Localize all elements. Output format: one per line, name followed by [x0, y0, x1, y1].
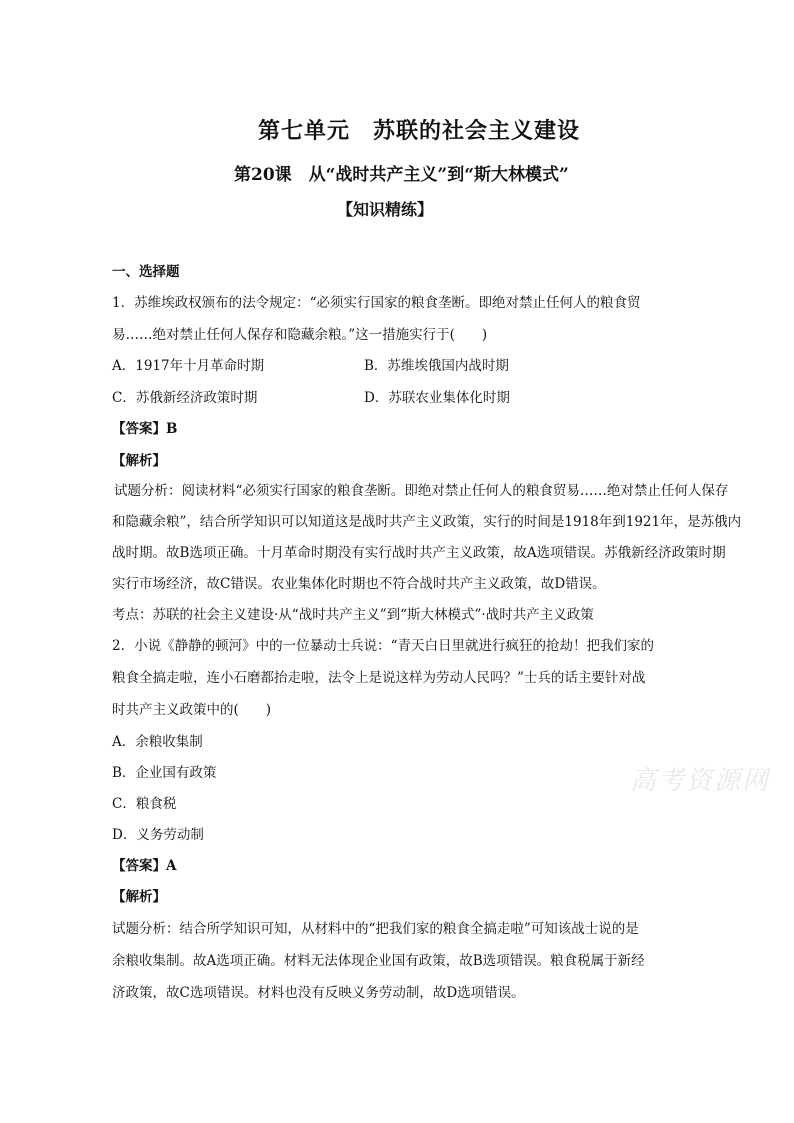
q1-answer: 【答案】B — [112, 421, 178, 437]
q1-stem-line: 易……绝对禁止任何人保存和隐藏余粮。”这一措施实行于( ) — [112, 327, 488, 343]
q1-analysis-line: 和隐藏余粮”，结合所学知识可以知道这是战时共产主义政策，实行的时间是1918年到1921年，是苏俄内 — [112, 514, 742, 530]
q1-option-b: B．苏维埃俄国内战时期 — [364, 358, 509, 374]
watermark: 高考资源网 — [630, 766, 771, 796]
q2-stem-line: 2．小说《静静的顿河》中的一位暴动士兵说：“青天白日里就进行疯狂的抢劫！把我们家的 — [112, 638, 654, 654]
q2-option-c: C．粮食税 — [112, 796, 177, 812]
q1-stem-line: 1．苏维埃政权颁布的法令规定：“必须实行国家的粮食垄断。即绝对禁止任何人的粮食贸 — [112, 295, 641, 311]
q1-analysis-line: 战时期。故B选项正确。十月革命时期没有实行战时共产主义政策，故A选项错误。苏俄新经济政策时期 — [112, 545, 726, 561]
q2-answer: 【答案】A — [112, 858, 177, 874]
lesson-title: 第20课 从“战时共产主义”到“斯大林模式” — [234, 165, 569, 185]
q2-option-b: B．企业国有政策 — [112, 765, 217, 781]
q1-analysis-line: 试题分析：阅读材料“必须实行国家的粮食垄断。即绝对禁止任何人的粮食贸易……绝对禁止任何人保存 — [114, 483, 729, 499]
unit-title: 第七单元 苏联的社会主义建设 — [258, 118, 581, 144]
section-heading: 一、选择题 — [112, 264, 180, 280]
q2-analysis-line: 余粮收集制。故A选项正确。材料无法体现企业国有政策，故B选项错误。粮食税属于新经 — [112, 953, 645, 969]
q1-option-a: A．1917年十月革命时期 — [112, 358, 265, 374]
q1-kaodian: 考点：苏联的社会主义建设·从“战时共产主义”到“斯大林模式”·战时共产主义政策 — [112, 607, 594, 623]
q2-stem-line: 时共产主义政策中的( ) — [112, 702, 272, 718]
q1-analysis-line: 实行市场经济，故C错误。农业集体化时期也不符合战时共产主义政策，故D错误。 — [112, 576, 606, 592]
q2-analysis-line: 试题分析：结合所学知识可知，从材料中的“把我们家的粮食全搞走啦”可知该战士说的是 — [112, 921, 639, 937]
q2-analysis-label: 【解析】 — [112, 889, 166, 905]
q1-analysis-label: 【解析】 — [112, 453, 166, 469]
q1-option-d: D．苏联农业集体化时期 — [364, 390, 510, 406]
q2-analysis-line: 济政策，故C选项错误。材料也没有反映义务劳动制，故D选项错误。 — [112, 985, 525, 1001]
q2-option-a: A．余粮收集制 — [112, 734, 203, 750]
q1-option-c: C．苏俄新经济政策时期 — [112, 390, 258, 406]
q2-option-d: D．义务劳动制 — [112, 827, 204, 843]
q2-stem-line: 粮食全搞走啦，连小石磨都抬走啦，法令上是说这样为劳动人民吗？”士兵的话主要针对战 — [112, 670, 646, 686]
section-title: 【知识精练】 — [337, 200, 434, 219]
